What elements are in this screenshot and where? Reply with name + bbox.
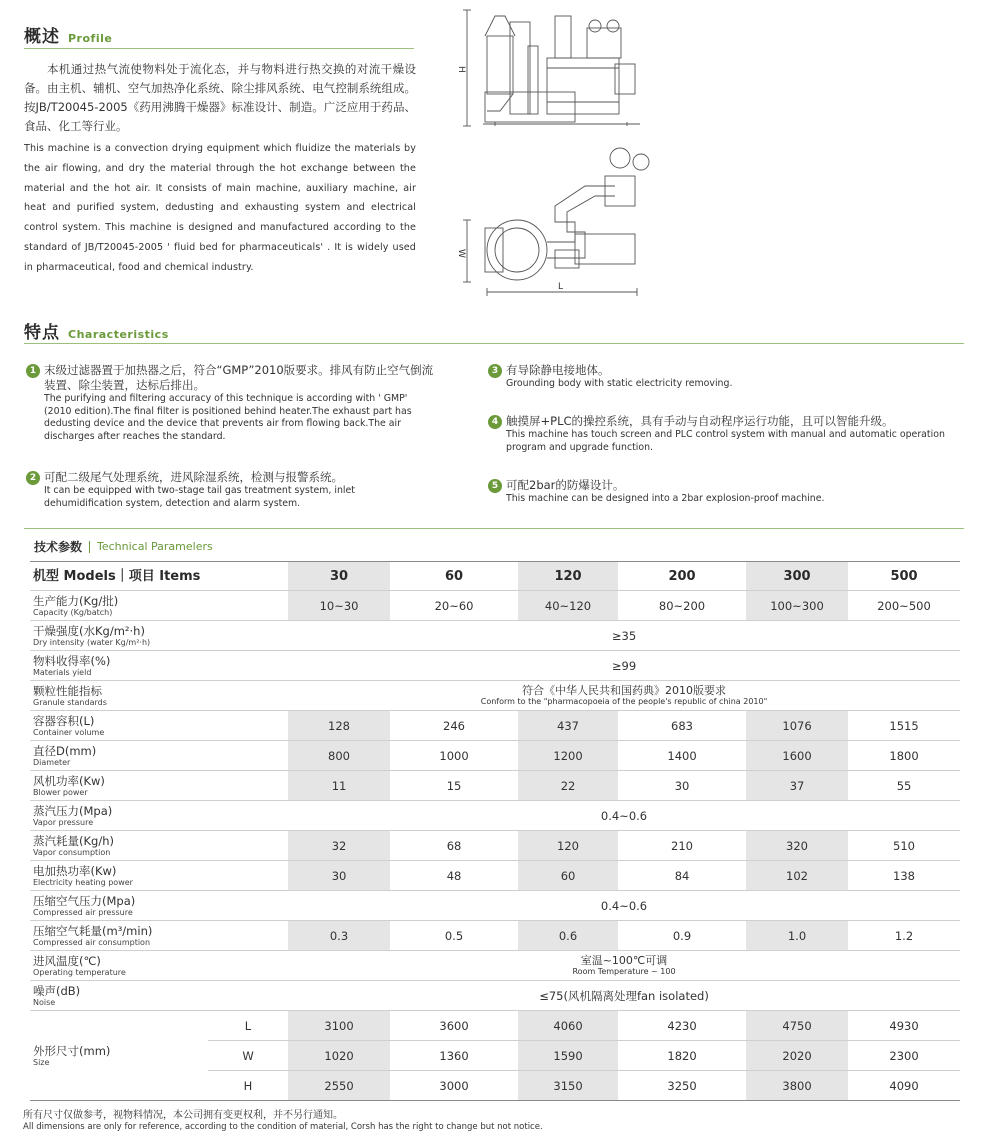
- cell-value: 60: [518, 861, 618, 891]
- cell-value: 4060: [518, 1011, 618, 1041]
- cell-value: 138: [848, 861, 960, 891]
- characteristics-title-en: Characteristics: [68, 328, 169, 341]
- table-row: [30, 741, 960, 771]
- profile-text-en: This machine is a convection drying equipment which fluidize the materials by the air flowing, and dry the material through the hot exchange between the material and the hot air. It consists of main machine, auxiliary machine, air heat and purified system, dedusting and exhausting system and electrical control system. This machine is designed and manufactured according to the standard of JB/T20045-2005 ' fluid bed for pharmaceuticals' . It is widely used in pharmaceutical, food and chemical industry.: [24, 143, 416, 273]
- cell-value: 84: [618, 861, 746, 891]
- profile-heading: [24, 22, 112, 47]
- cell-value: 3800: [746, 1071, 848, 1101]
- cell-value: 32: [288, 831, 390, 861]
- cell-value: 1800: [848, 741, 960, 771]
- merged-value: 0.4~0.6: [288, 801, 960, 831]
- feature-item-2: [26, 470, 436, 510]
- table-header-row: [30, 562, 960, 591]
- row-label: 容器容积(L) Container volume: [30, 711, 288, 741]
- cell-value: 3600: [390, 1011, 518, 1041]
- row-label: 蒸汽压力(Mpa) Vapor pressure: [30, 801, 288, 831]
- spec-table: [30, 561, 960, 1101]
- cell-value: 4750: [746, 1011, 848, 1041]
- row-label: 噪声(dB) Noise: [30, 981, 288, 1011]
- profile-text-cn: 本机通过热气流使物料处于流化态，并与物料进行热交换的对流干燥设备。由主机、辅机、空气加热净化系统、除尘排风系统、电气控制系统组成。按JB/T20045-2005《药用沸腾干燥器》标准设计、制造。广泛应用于药品、食品、化工等行业。: [24, 62, 416, 133]
- feature-number-badge: 2: [26, 471, 40, 485]
- feature-text-cn: 有导除静电接地体。: [506, 363, 610, 377]
- feature-text-en: This machine can be designed into a 2bar explosion-proof machine.: [506, 493, 825, 504]
- table-row: [30, 801, 960, 831]
- feature-number-badge: 1: [26, 364, 40, 378]
- feature-number-badge: 4: [488, 415, 502, 429]
- cell-value: 40~120: [518, 591, 618, 621]
- dimension-h-label: H: [456, 66, 466, 73]
- cell-value: 320: [746, 831, 848, 861]
- cell-value: 102: [746, 861, 848, 891]
- cell-value: 4930: [848, 1011, 960, 1041]
- table-row: [30, 981, 960, 1011]
- row-label: 压缩空气耗量(m³/min) Compressed air consumption: [30, 921, 288, 951]
- cell-value: 22: [518, 771, 618, 801]
- cell-value: 1.2: [848, 921, 960, 951]
- cell-value: 1820: [618, 1041, 746, 1071]
- merged-value: 室温~100℃可调 Room Temperature ~ 100: [288, 951, 960, 981]
- cell-value: 2550: [288, 1071, 390, 1101]
- cell-value: 30: [618, 771, 746, 801]
- row-label: 物料收得率(%) Materials yield: [30, 651, 288, 681]
- footnote: [23, 1109, 543, 1133]
- size-sub-label: L: [208, 1011, 288, 1041]
- size-sub-label: H: [208, 1071, 288, 1101]
- row-label: 蒸汽耗量(Kg/h) Vapor consumption: [30, 831, 288, 861]
- cell-value: 128: [288, 711, 390, 741]
- size-sub-label: W: [208, 1041, 288, 1071]
- row-label: 进风温度(℃) Operating temperature: [30, 951, 288, 981]
- cell-value: 30: [288, 861, 390, 891]
- tech-title-en: Technical Paramelers: [97, 540, 213, 553]
- footnote-en: All dimensions are only for reference, according to the condition of material, Corsh has the right to change but not notice.: [23, 1122, 543, 1132]
- cell-value: 3000: [390, 1071, 518, 1101]
- cell-value: 683: [618, 711, 746, 741]
- model-500: 500: [848, 562, 960, 591]
- tech-params-heading: [34, 538, 213, 555]
- model-60: 60: [390, 562, 518, 591]
- profile-divider: [24, 48, 414, 49]
- cell-value: 3250: [618, 1071, 746, 1101]
- cell-value: 80~200: [618, 591, 746, 621]
- feature-text-en: It can be equipped with two-stage tail gas treatment system, inlet dehumidification system, detection and alarm system.: [44, 485, 355, 509]
- cell-value: 210: [618, 831, 746, 861]
- cell-value: 800: [288, 741, 390, 771]
- cell-value: 1515: [848, 711, 960, 741]
- cell-value: 0.5: [390, 921, 518, 951]
- row-label: 外形尺寸(mm) Size: [30, 1011, 208, 1101]
- cell-value: 11: [288, 771, 390, 801]
- table-row: [30, 831, 960, 861]
- feature-number-badge: 3: [488, 364, 502, 378]
- feature-text-en: This machine has touch screen and PLC control system with manual and automatic operation program and upgrade function.: [506, 429, 945, 453]
- model-120: 120: [518, 562, 618, 591]
- cell-value: 3100: [288, 1011, 390, 1041]
- cell-value: 100~300: [746, 591, 848, 621]
- cell-value: 1000: [390, 741, 518, 771]
- dimension-l-label: L: [558, 282, 564, 292]
- table-row: [30, 621, 960, 651]
- feature-item-1: [26, 363, 436, 443]
- cell-value: 3150: [518, 1071, 618, 1101]
- cell-value: 437: [518, 711, 618, 741]
- cell-value: 48: [390, 861, 518, 891]
- machine-drawing: [455, 6, 650, 296]
- table-row: [30, 591, 960, 621]
- feature-text-en: The purifying and filtering accuracy of this technique is according with ' GMP' (2010 edition).The final filter is positioned behind heater.The exhaust part has dedusting device and the device that prevents air from flowing back.The air discharges after reaches the standard.: [44, 393, 412, 442]
- characteristics-divider: [24, 343, 964, 344]
- cell-value: 2020: [746, 1041, 848, 1071]
- title-separator: [89, 541, 90, 553]
- footnote-cn: 所有尺寸仅做参考，视物料情况，本公司拥有变更权利，并不另行通知。: [23, 1110, 343, 1121]
- cell-value: 1600: [746, 741, 848, 771]
- feature-text-cn: 可配2bar的防爆设计。: [506, 478, 625, 492]
- table-row: [30, 921, 960, 951]
- table-row: [30, 651, 960, 681]
- merged-value: ≥99: [288, 651, 960, 681]
- dimension-w-label: W: [456, 249, 466, 258]
- cell-value: 37: [746, 771, 848, 801]
- cell-value: 2300: [848, 1041, 960, 1071]
- feature-text-cn: 可配二级尾气处理系统，进风除湿系统，检测与报警系统。: [44, 470, 343, 484]
- cell-value: 10~30: [288, 591, 390, 621]
- header-label: 机型 Models｜项目 Items: [30, 562, 288, 591]
- cell-value: 4090: [848, 1071, 960, 1101]
- merged-value: ≥35: [288, 621, 960, 651]
- cell-value: 246: [390, 711, 518, 741]
- feature-item-5: [488, 478, 966, 506]
- cell-value: 1200: [518, 741, 618, 771]
- table-row: [30, 891, 960, 921]
- table-row: [30, 771, 960, 801]
- row-label: 压缩空气压力(Mpa) Compressed air pressure: [30, 891, 288, 921]
- tech-title-cn: 技术参数: [34, 540, 83, 554]
- profile-title-cn: 概述: [24, 27, 60, 47]
- cell-value: 1590: [518, 1041, 618, 1071]
- table-row: [30, 861, 960, 891]
- merged-value: 符合《中华人民共和国药典》2010版要求 Conform to the "pharmacopoeia of the people's republic of china 2010": [288, 681, 960, 711]
- feature-text-cn: 末级过滤器置于加热器之后，符合“GMP”2010版要求。排风有防止空气倒流装置、除尘装置，达标后排出。: [44, 363, 434, 392]
- cell-value: 1076: [746, 711, 848, 741]
- model-200: 200: [618, 562, 746, 591]
- cell-value: 68: [390, 831, 518, 861]
- feature-item-3: [488, 363, 966, 391]
- merged-value: ≤75(风机隔离处理fan isolated): [288, 981, 960, 1011]
- feature-item-4: [488, 414, 973, 454]
- cell-value: 0.9: [618, 921, 746, 951]
- cell-value: 15: [390, 771, 518, 801]
- profile-title-en: Profile: [68, 32, 113, 45]
- tech-top-divider: [24, 528, 964, 529]
- cell-value: 1400: [618, 741, 746, 771]
- cell-value: 510: [848, 831, 960, 861]
- merged-value: 0.4~0.6: [288, 891, 960, 921]
- row-label: 直径D(mm) Diameter: [30, 741, 288, 771]
- table-row: [30, 951, 960, 981]
- row-label: 颗粒性能指标 Granule standards: [30, 681, 288, 711]
- characteristics-title-cn: 特点: [24, 323, 60, 343]
- feature-text-en: Grounding body with static electricity removing.: [506, 378, 733, 389]
- cell-value: 200~500: [848, 591, 960, 621]
- model-300: 300: [746, 562, 848, 591]
- cell-value: 1360: [390, 1041, 518, 1071]
- table-row: [30, 681, 960, 711]
- feature-text-cn: 触摸屏+PLC的操控系统，具有手动与自动程序运行功能，且可以智能升级。: [506, 414, 894, 428]
- characteristics-heading: [24, 318, 169, 343]
- cell-value: 0.6: [518, 921, 618, 951]
- model-30: 30: [288, 562, 390, 591]
- row-label: 电加热功率(Kw) Electricity heating power: [30, 861, 288, 891]
- feature-number-badge: 5: [488, 479, 502, 493]
- cell-value: 1020: [288, 1041, 390, 1071]
- cell-value: 1.0: [746, 921, 848, 951]
- cell-value: 55: [848, 771, 960, 801]
- cell-value: 4230: [618, 1011, 746, 1041]
- cell-value: 120: [518, 831, 618, 861]
- table-row: [30, 1011, 960, 1041]
- table-row: [30, 711, 960, 741]
- row-label: 干燥强度(水Kg/m²·h) Dry intensity (water Kg/m²·h): [30, 621, 288, 651]
- row-label: 风机功率(Kw) Blower power: [30, 771, 288, 801]
- cell-value: 20~60: [390, 591, 518, 621]
- row-label: 生产能力(Kg/批) Capacity (Kg/batch): [30, 591, 288, 621]
- cell-value: 0.3: [288, 921, 390, 951]
